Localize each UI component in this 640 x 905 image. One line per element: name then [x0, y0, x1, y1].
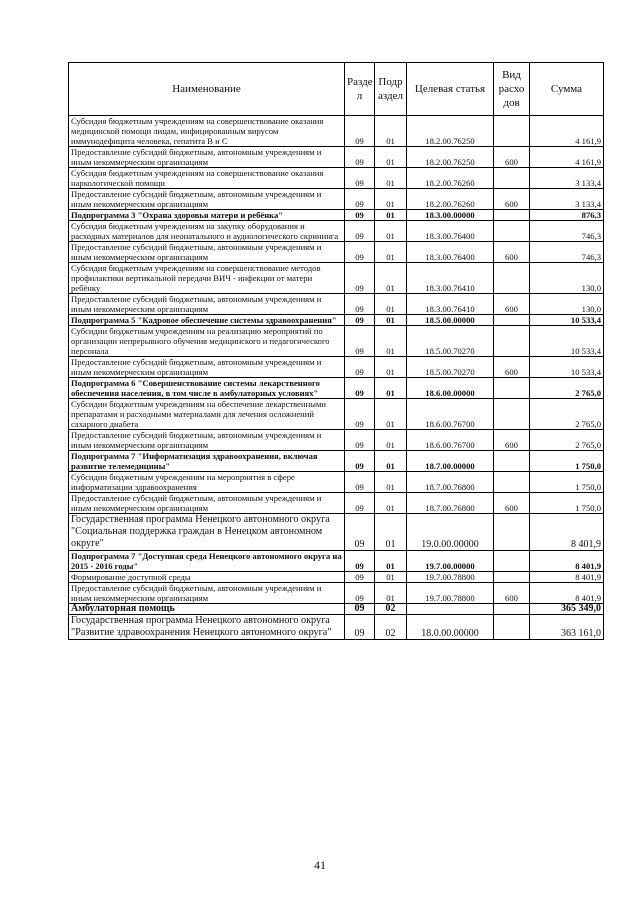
- cell-name: Предоставление субсидий бюджетным, автономным учреждениям и иным некоммерческим организациям: [69, 147, 345, 168]
- table-row: [69, 242, 604, 263]
- cell-sum: 4 161,9: [530, 147, 604, 168]
- cell-target: 18.3.00.76400: [407, 242, 494, 263]
- cell-target: 18.3.00.00000: [407, 210, 494, 221]
- cell-target: 18.6.00.76700: [407, 430, 494, 451]
- cell-razdel: 09: [345, 189, 375, 210]
- cell-type: [494, 210, 530, 221]
- cell-name: Субсидия бюджетным учреждениям на совершенствование методов профилактики вертикальной передачи ВИЧ - инфекции от матери ребёнку: [69, 263, 345, 294]
- table-row: [69, 378, 604, 399]
- cell-sum: 8 401,9: [530, 551, 604, 572]
- cell-sum: 746,3: [530, 221, 604, 242]
- cell-name: Подпрограмма 3 "Охрана здоровья матери и ребёнка": [69, 210, 345, 221]
- cell-target: 18.7.00.00000: [407, 451, 494, 472]
- cell-type: 600: [494, 147, 530, 168]
- cell-podrazdel: 02: [375, 615, 407, 640]
- cell-sum: 8 401,9: [530, 583, 604, 604]
- table-row: [69, 326, 604, 357]
- cell-sum: 4 161,9: [530, 116, 604, 147]
- cell-name: Предоставление субсидий бюджетным, автономным учреждениям и иным некоммерческим организациям: [69, 583, 345, 604]
- cell-type: [494, 514, 530, 551]
- cell-target: 18.3.00.76400: [407, 221, 494, 242]
- cell-razdel: 09: [345, 315, 375, 326]
- cell-sum: 8 401,9: [530, 572, 604, 583]
- cell-sum: 10 533,4: [530, 357, 604, 378]
- cell-type: 600: [494, 357, 530, 378]
- table-row: [69, 315, 604, 326]
- col-header-name: Наименование: [69, 63, 345, 116]
- cell-podrazdel: 01: [375, 189, 407, 210]
- cell-name: Предоставление субсидий бюджетным, автономным учреждениям и иным некоммерческим организациям: [69, 294, 345, 315]
- cell-podrazdel: 01: [375, 221, 407, 242]
- cell-sum: 365 349,0: [530, 604, 604, 615]
- cell-razdel: 09: [345, 221, 375, 242]
- cell-podrazdel: 01: [375, 357, 407, 378]
- cell-podrazdel: 01: [375, 399, 407, 430]
- cell-sum: 8 401,9: [530, 514, 604, 551]
- cell-type: [494, 572, 530, 583]
- cell-podrazdel: 01: [375, 210, 407, 221]
- cell-razdel: 09: [345, 116, 375, 147]
- table-row: [69, 430, 604, 451]
- cell-razdel: 09: [345, 378, 375, 399]
- cell-type: [494, 472, 530, 493]
- cell-podrazdel: 01: [375, 147, 407, 168]
- cell-name: Субсидия бюджетным учреждениям на закупку оборудования и расходных материалов для неонатального и аудиологического скрининга: [69, 221, 345, 242]
- cell-type: [494, 263, 530, 294]
- table-row: [69, 451, 604, 472]
- cell-razdel: 09: [345, 357, 375, 378]
- cell-podrazdel: 01: [375, 294, 407, 315]
- cell-target: 19.0.00.00000: [407, 514, 494, 551]
- cell-name: Предоставление субсидий бюджетным, автономным учреждениям и иным некоммерческим организациям: [69, 430, 345, 451]
- cell-target: 18.3.00.76410: [407, 294, 494, 315]
- cell-name: Государственная программа Ненецкого автономного округа "Развитие здравоохранения Ненецкого автономного округа": [69, 615, 345, 640]
- header-row: [69, 63, 604, 116]
- col-header-sum: Сумма: [530, 63, 604, 116]
- cell-podrazdel: 01: [375, 551, 407, 572]
- cell-type: 600: [494, 242, 530, 263]
- cell-target: 18.2.00.76260: [407, 189, 494, 210]
- cell-target: 18.2.00.76250: [407, 147, 494, 168]
- cell-name: Подпрограмма 5 "Кадровое обеспечение системы здравоохранения": [69, 315, 345, 326]
- cell-razdel: 09: [345, 263, 375, 294]
- cell-sum: 1 750,0: [530, 493, 604, 514]
- cell-name: Субсидии бюджетным учреждениям на мероприятия в сфере информатизации здравоохранения: [69, 472, 345, 493]
- cell-podrazdel: 01: [375, 116, 407, 147]
- cell-razdel: 09: [345, 514, 375, 551]
- cell-sum: 3 133,4: [530, 168, 604, 189]
- cell-name: Предоставление субсидий бюджетным, автономным учреждениям и иным некоммерческим организациям: [69, 189, 345, 210]
- table-row: [69, 168, 604, 189]
- cell-name: Предоставление субсидий бюджетным, автономным учреждениям и иным некоммерческим организациям: [69, 357, 345, 378]
- col-header-target: Целевая статья: [407, 63, 494, 116]
- cell-razdel: 09: [345, 615, 375, 640]
- cell-sum: 3 133,4: [530, 189, 604, 210]
- table-row: [69, 116, 604, 147]
- cell-razdel: 09: [345, 147, 375, 168]
- col-header-type: Вид расхо дов: [494, 63, 530, 116]
- cell-razdel: 09: [345, 583, 375, 604]
- cell-type: 600: [494, 189, 530, 210]
- table-row: [69, 604, 604, 615]
- cell-target: 19.7.00.78800: [407, 572, 494, 583]
- cell-razdel: 09: [345, 294, 375, 315]
- table-row: [69, 583, 604, 604]
- cell-type: [494, 168, 530, 189]
- cell-type: [494, 615, 530, 640]
- cell-target: 19.7.00.78800: [407, 583, 494, 604]
- cell-name: Субсидия бюджетным учреждениям на совершенствование оказания наркологической помощи: [69, 168, 345, 189]
- cell-podrazdel: 01: [375, 583, 407, 604]
- cell-sum: 2 765,0: [530, 399, 604, 430]
- cell-razdel: 09: [345, 604, 375, 615]
- cell-sum: 10 533,4: [530, 315, 604, 326]
- cell-podrazdel: 01: [375, 378, 407, 399]
- table-row: [69, 189, 604, 210]
- cell-type: [494, 451, 530, 472]
- cell-target: 18.3.00.76410: [407, 263, 494, 294]
- cell-name: Предоставление субсидий бюджетным, автономным учреждениям и иным некоммерческим организациям: [69, 242, 345, 263]
- cell-sum: 2 765,0: [530, 378, 604, 399]
- cell-podrazdel: 01: [375, 168, 407, 189]
- col-header-podrazdel: Подр аздел: [375, 63, 407, 116]
- cell-name: Подпрограмма 7 "Доступная среда Ненецкого автономного округа на 2015 - 2016 годы": [69, 551, 345, 572]
- table-row: [69, 263, 604, 294]
- cell-podrazdel: 01: [375, 472, 407, 493]
- cell-sum: 130,0: [530, 294, 604, 315]
- cell-type: [494, 315, 530, 326]
- cell-podrazdel: 01: [375, 430, 407, 451]
- cell-razdel: 09: [345, 210, 375, 221]
- cell-razdel: 09: [345, 242, 375, 263]
- cell-podrazdel: 01: [375, 263, 407, 294]
- table-row: [69, 472, 604, 493]
- cell-sum: 130,0: [530, 263, 604, 294]
- cell-type: 600: [494, 430, 530, 451]
- cell-razdel: 09: [345, 326, 375, 357]
- cell-sum: 1 750,0: [530, 451, 604, 472]
- budget-table: [68, 62, 604, 640]
- cell-target: 18.6.00.76700: [407, 399, 494, 430]
- cell-razdel: 09: [345, 493, 375, 514]
- cell-name: Субсидия бюджетным учреждениям на совершенствование оказания медицинской помощи лицам, инфицированным вирусом иммунодефицита человека, гепатита В и С: [69, 116, 345, 147]
- cell-type: 600: [494, 583, 530, 604]
- cell-sum: 2 765,0: [530, 430, 604, 451]
- table-row: [69, 147, 604, 168]
- cell-razdel: 09: [345, 430, 375, 451]
- cell-podrazdel: 01: [375, 493, 407, 514]
- col-header-razdel: Разде л: [345, 63, 375, 116]
- cell-target: 18.7.00.76800: [407, 472, 494, 493]
- cell-podrazdel: 01: [375, 326, 407, 357]
- cell-razdel: 09: [345, 472, 375, 493]
- cell-type: [494, 326, 530, 357]
- cell-name: Формирование доступной среды: [69, 572, 345, 583]
- cell-target: 18.2.00.76260: [407, 168, 494, 189]
- cell-type: [494, 604, 530, 615]
- table-row: [69, 493, 604, 514]
- cell-name: Амбулаторная помощь: [69, 604, 345, 615]
- cell-sum: 10 533,4: [530, 326, 604, 357]
- cell-sum: 746,3: [530, 242, 604, 263]
- cell-name: Подпрограмма 6 "Совершенствование системы лекарственного обеспечения населения, в том числе в амбулаторных условиях": [69, 378, 345, 399]
- cell-name: Предоставление субсидий бюджетным, автономным учреждениям и иным некоммерческим организациям: [69, 493, 345, 514]
- cell-target: 18.2.00.76250: [407, 116, 494, 147]
- cell-name: Подпрограмма 7 "Информатизация здравоохранения, включая развитие телемедицины": [69, 451, 345, 472]
- cell-target: 18.7.00.76800: [407, 493, 494, 514]
- table-row: [69, 294, 604, 315]
- cell-razdel: 09: [345, 168, 375, 189]
- table-row: [69, 210, 604, 221]
- cell-razdel: 09: [345, 572, 375, 583]
- cell-name: Субсидии бюджетным учреждениям на реализацию мероприятий по организации непрерывного обучения медицинского и педагогического персонала: [69, 326, 345, 357]
- cell-podrazdel: 01: [375, 514, 407, 551]
- cell-target: [407, 604, 494, 615]
- table-row: [69, 514, 604, 551]
- cell-target: 18.0.00.00000: [407, 615, 494, 640]
- cell-type: 600: [494, 294, 530, 315]
- page-number: 41: [314, 858, 326, 872]
- cell-target: 19.7.00.00000: [407, 551, 494, 572]
- cell-type: [494, 399, 530, 430]
- cell-sum: 363 161,0: [530, 615, 604, 640]
- cell-type: [494, 221, 530, 242]
- cell-target: 18.5.00.00000: [407, 315, 494, 326]
- cell-razdel: 09: [345, 399, 375, 430]
- table-row: [69, 615, 604, 640]
- cell-podrazdel: 01: [375, 315, 407, 326]
- cell-razdel: 09: [345, 451, 375, 472]
- cell-target: 18.5.00.70270: [407, 326, 494, 357]
- cell-podrazdel: 01: [375, 451, 407, 472]
- cell-name: Субсидии бюджетным учреждениям на обеспечение лекарственными препаратами и расходными материалами для лечения осложнений сахарного диабета: [69, 399, 345, 430]
- table-row: [69, 399, 604, 430]
- cell-sum: 1 750,0: [530, 472, 604, 493]
- table-row: [69, 551, 604, 572]
- cell-podrazdel: 01: [375, 572, 407, 583]
- cell-target: 18.5.00.70270: [407, 357, 494, 378]
- table-row: [69, 357, 604, 378]
- cell-sum: 876,3: [530, 210, 604, 221]
- table-row: [69, 221, 604, 242]
- cell-name: Государственная программа Ненецкого автономного округа "Социальная поддержка граждан в Ненецком автономном округе": [69, 514, 345, 551]
- cell-podrazdel: 01: [375, 242, 407, 263]
- cell-target: 18.6.00.00000: [407, 378, 494, 399]
- table-row: [69, 572, 604, 583]
- cell-razdel: 09: [345, 551, 375, 572]
- cell-type: 600: [494, 493, 530, 514]
- cell-type: [494, 378, 530, 399]
- cell-type: [494, 116, 530, 147]
- cell-type: [494, 551, 530, 572]
- cell-podrazdel: 02: [375, 604, 407, 615]
